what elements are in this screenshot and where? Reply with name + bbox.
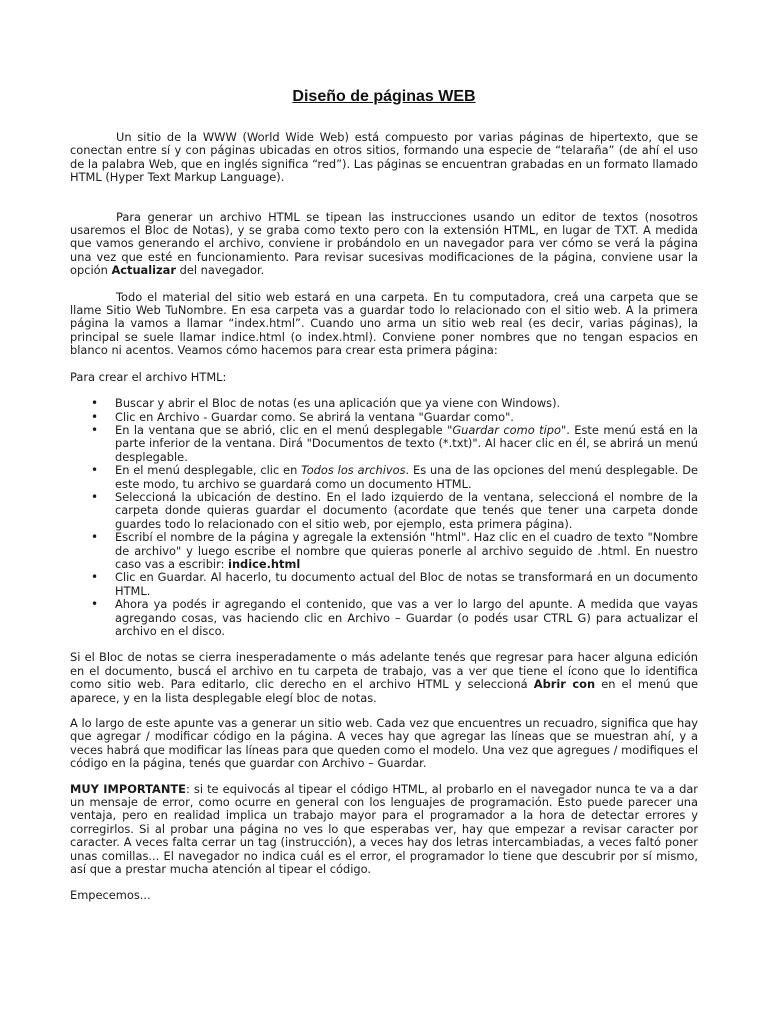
actualizar-term: Actualizar [111, 263, 176, 278]
folder-paragraph: Todo el material del sitio web estará en una carpeta. En tu computadora, creá una carpeta que se llame Sitio Web TuNombre. En esa carpeta vas a guardar todo lo relacionado con el sitio web. A la primera página la vamos a llamar “index.html”. Cuando uno arma un sitio web real (es decir, varias páginas), la principal se suele llamar indice.html (o index.html). Conviene poner nombres que no tengan espacios en blanco ni acentos. Veamos cómo hacemos para crear esta primera página: [70, 289, 698, 358]
reopen-text-end: en el menú que aparece, y en la lista desplegable elegí bloc de notas. [70, 677, 699, 705]
step-text: En el menú desplegable, clic en [115, 463, 302, 478]
boxes-paragraph: A lo largo de este apunte vas a generar un sitio web. Cada vez que encuentres un recuadro, significa que hay que agregar / modificar código en la página. A veces hay que agregar las líneas que se muestran ahí, y a veces habrá que modificar las líneas para que queden como el modelo. Una vez que agregues / modifiques el código en la página, tenés que guardar con Archivo – Guardar. [70, 716, 698, 771]
html-generation-text-end: del navegador. [176, 263, 265, 278]
important-label: MUY IMPORTANTE [70, 781, 186, 796]
list-item: • Ahora ya podés ir agregando el contenido, que vas a ver lo largo del apunte. A medida que vayas agregando cosas, vas haciendo clic en Archivo – Guardar (o podés usar CTRL G) para actualizar el archivo en el disco. [115, 598, 698, 638]
list-item: • Clic en Guardar. Al hacerlo, tu documento actual del Bloc de notas se transformará en un documento HTML. [115, 571, 698, 598]
list-item [115, 531, 698, 571]
important-text: : si te equivocás al tipear el código HTML, al probarlo en el navegador nunca te va a dar un mensaje de error, como ocurre en general con los lenguajes de programación. Esto puede parecer una ventaja, pero en realidad implica un trabajo mayor para el programador a la hora de detectar errores y corregirlos. Si al probar una página no ves lo que esperabas ver, hay que empezar a revisar caracter por caracter. A veces falta cerrar un tag (instrucción), a veces hay dos letras intercambiadas, a veces faltó poner unas comillas... El navegador no indica cuál es el error, el programador lo tiene que descubrir por sí mismo, así que a prestar mucha atención al tipear el código. [70, 781, 698, 877]
filename-term: indice.html [228, 556, 301, 571]
abrir-con-term: Abrir con [533, 677, 596, 692]
page-title: Diseño de páginas WEB [292, 88, 476, 105]
list-item: • Seleccioná la ubicación de destino. En el lado izquierdo de la ventana, seleccioná el nombre de la carpeta donde quieras guardar el documento (acordate que tenés que tener una carpeta donde guardes todo lo relacionado con el sitio web, por ejemplo, esta primera página). [115, 491, 698, 531]
html-generation-text: Para generar un archivo HTML se tipean las instrucciones usando un editor de textos (nosotros usaremos el Bloc de Notas), y se graba como texto pero con la extensión HTML, en lugar de TXT. A medida que vamos generando el archivo, conviene ir probándolo en un navegador para ver cómo se verá la página una vez que esté en funcionamiento. Para revisar sucesivas modificaciones de la página, conviene usar la opción [70, 209, 698, 278]
step-emphasis: Guardar como tipo [452, 422, 561, 437]
step-text-end: . Es una de las opciones del menú desplegable. De este modo, tu archivo se guardará como un documento HTML. [115, 463, 699, 491]
steps-list [70, 397, 698, 638]
list-intro: Para crear el archivo HTML: [70, 369, 227, 384]
closing-text: Empecemos... [70, 887, 151, 902]
step-emphasis: Todos los archivos [301, 463, 406, 478]
important-paragraph [70, 783, 698, 877]
step-text: Escribí el nombre de la página y agregale la extensión "html". Haz clic en el cuadro de texto "Nombre de archivo" y luego escribe el nombre que quieras ponerle al archivo seguido de .html. En nuestro caso vas a escribir: [115, 530, 698, 571]
html-generation-paragraph [70, 211, 698, 278]
list-item: • Clic en Archivo - Guardar como. Se abrirá la ventana "Guardar como". [115, 411, 698, 424]
list-item: • Buscar y abrir el Bloc de notas (es una aplicación que ya viene con Windows). [115, 397, 698, 410]
intro-paragraph: Un sitio de la WWW (World Wide Web) está compuesto por varias páginas de hipertexto, que se conectan entre sí y con páginas ubicadas en otros sitios, formando una especie de “telaraña” (de ahí el uso de la palabra Web, que en inglés significa “red”). Las páginas se encuentran grabadas en un formato llamado HTML (Hyper Text Markup Language). [70, 130, 698, 185]
step-text-end: ". Este menú está en la parte inferior de la ventana. Dirá "Documentos de texto (*.txt)". Al hacer clic en él, se abrirá un menú desplegable. [115, 422, 698, 464]
list-item [115, 424, 698, 464]
list-item [115, 464, 698, 491]
step-text: En la ventana que se abrió, clic en el menú desplegable " [115, 422, 453, 437]
reopen-text: Si el Bloc de notas se cierra inesperadamente o más adelante tenés que regresar para hacer alguna edición en el documento, buscá el archivo en tu carpeta de trabajo, vas a ver que tiene el ícono que lo identifica como sitio web. Para editarlo, clic derecho en el archivo HTML y seleccioná [70, 650, 698, 692]
reopen-paragraph [70, 651, 698, 705]
